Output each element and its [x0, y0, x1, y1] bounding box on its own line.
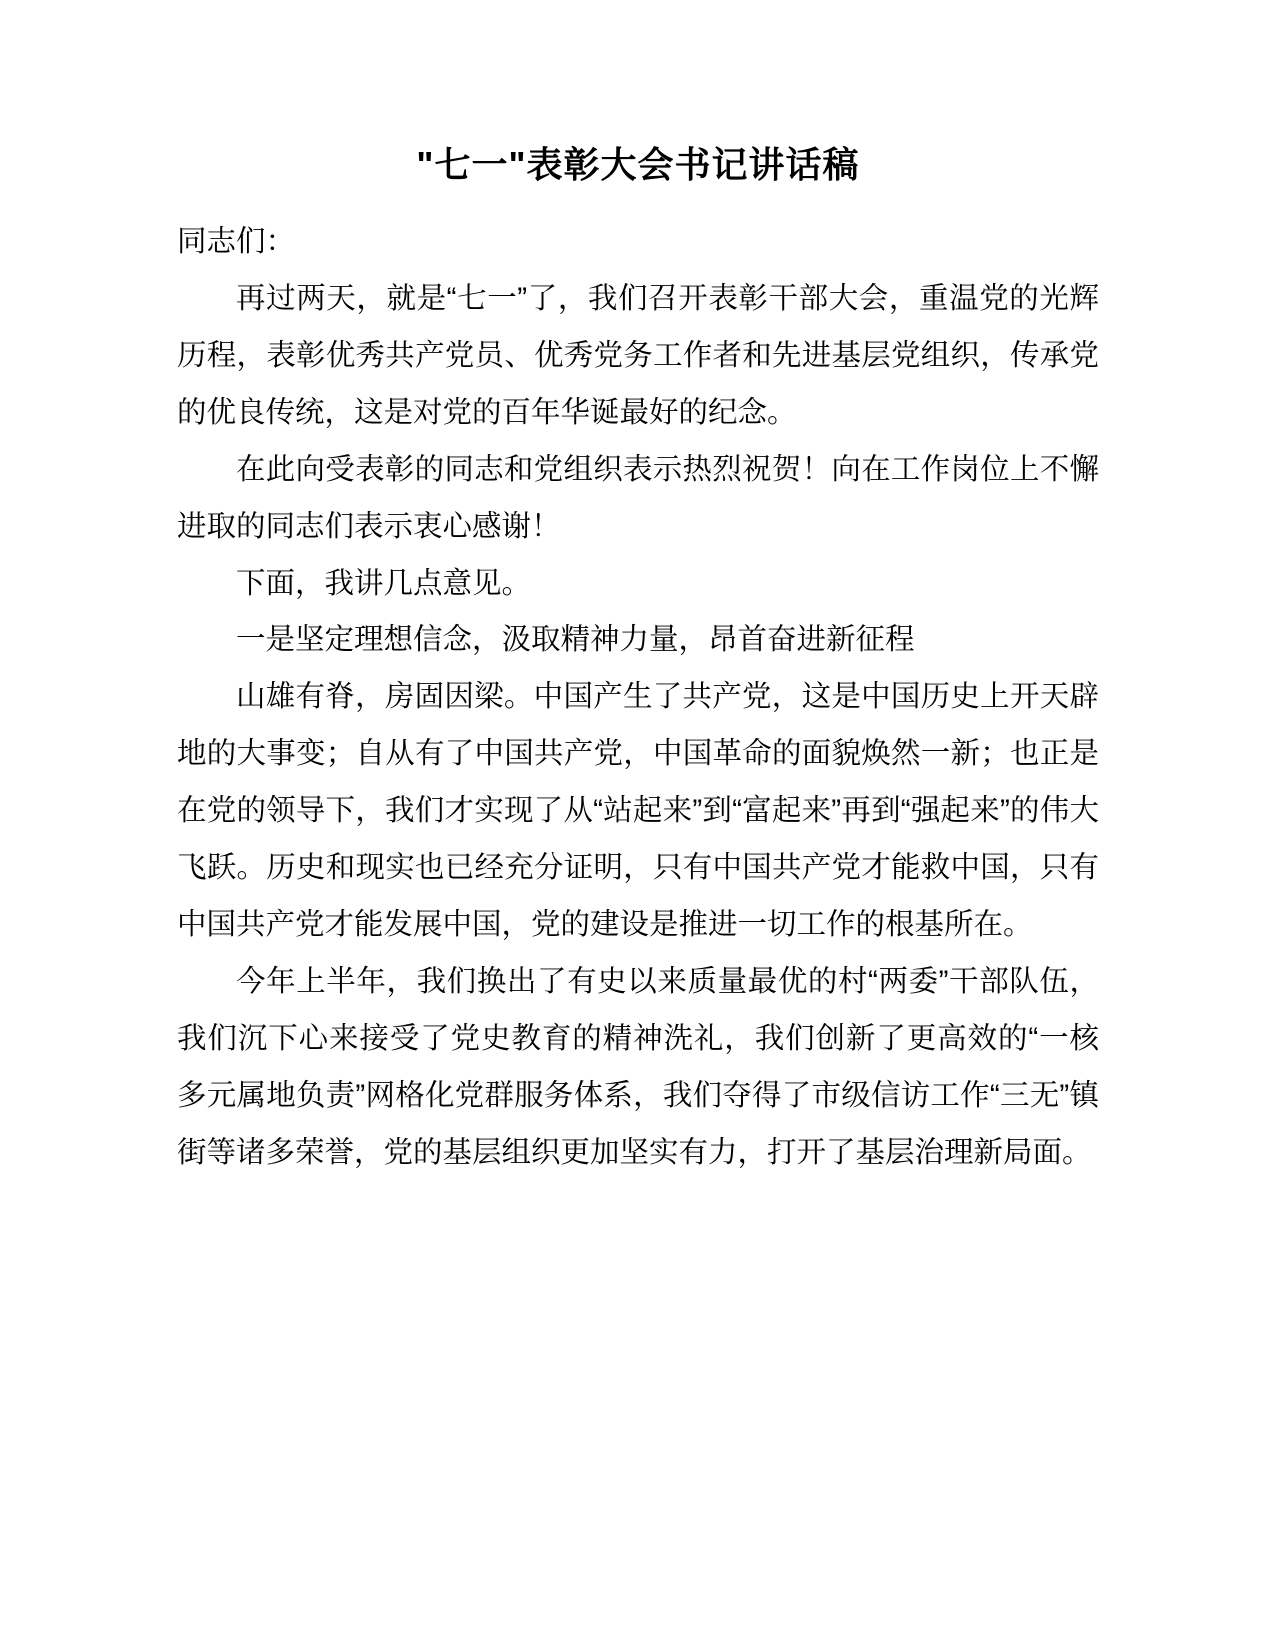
- paragraph: 同志们：: [177, 225, 296, 258]
- paragraph: 山雄有脊，房固因梁。中国产生了共产党，这是中国历史上开天辟地的大事变；自从有了中国共产党，中国革命的面貌焕然一新；也正是在党的领导下，我们才实现了从“站起来”到“富起来”再到“强起来”的伟大飞跃。历史和现实也已经充分证明，只有中国共产党才能救中国，只有中国共产党才能发展中国，党的建设是推进一切工作的根基所在。: [177, 680, 1099, 942]
- paragraph: 在此向受表彰的同志和党组织表示热烈祝贺！向在工作岗位上不懈进取的同志们表示衷心感谢！: [177, 452, 1099, 543]
- paragraph: 一是坚定理想信念，汲取精神力量，昂首奋进新征程: [236, 623, 915, 657]
- paragraph: 今年上半年，我们换出了有史以来质量最优的村“两委”干部队伍，我们沉下心来接受了党史教育的精神洗礼，我们创新了更高效的“一核多元属地负责”网格化党群服务体系，我们夺得了市级信访工作“三无”镇街等诸多荣誉，党的基层组织更加坚实有力，打开了基层治理新局面。: [177, 964, 1099, 1169]
- document-title: "七一"表彰大会书记讲话稿: [416, 144, 860, 185]
- paragraph: 下面，我讲几点意见。: [236, 566, 532, 600]
- document-body: [177, 214, 1099, 1182]
- paragraph: 再过两天，就是“七一”了，我们召开表彰干部大会，重温党的光辉历程，表彰优秀共产党员、优秀党务工作者和先进基层党组织，传承党的优良传统，这是对党的百年华诞最好的纪念。: [177, 281, 1099, 429]
